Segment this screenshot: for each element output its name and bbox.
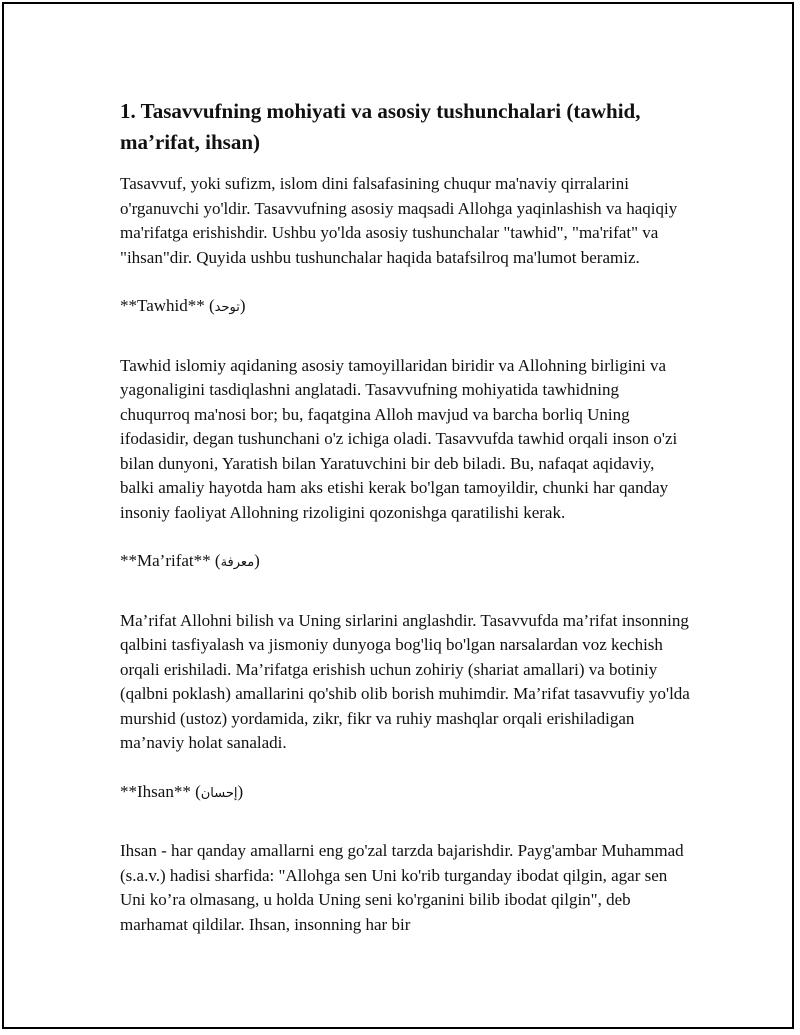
section-heading-label: **Tawhid** — [120, 296, 205, 315]
section-body-ihsan: Ihsan - har qanday amallarni eng go'zal tarzda bajarishdir. Payg'ambar Muhammad (s.a.v.) hadisi sharfida: "Allohga sen Uni ko'rib turganday ibodat qilgin, agar sen Uni ko’ra olmasang, u holda Uning seni ko'rganini bilib ibodat qilgin", deb marhamat qildilar. Ihsan, insonning har bir — [120, 841, 684, 934]
section-heading-tawhid: **Tawhid** (توحد) — [120, 296, 246, 315]
arabic-term: معرفة — [220, 555, 255, 570]
arabic-term: إحسان — [200, 785, 238, 801]
document-content — [120, 96, 690, 961]
section-heading-label: **Ma’rifat** — [120, 551, 211, 570]
document-page — [2, 2, 794, 1029]
section-heading-marifat: **Ma’rifat** (معرفة) — [120, 551, 260, 570]
intro-paragraph: Tasavvuf, yoki sufizm, islom dini falsafasining chuqur ma'naviy qirralarini o'rganuvchi yo'ldir. Tasavvufning asosiy maqsadi Allohga yaqinlashish va haqiqiy ma'rifatga erishishdir. Ushbu yo'lda asosiy tushunchalar "tawhid", "ma'rifat" va "ihsan"dir. Quyida ushbu tushunchalar haqida batafsilroq ma'lumot beramiz. — [120, 174, 678, 267]
section-body-marifat: Ma’rifat Allohni bilish va Uning sirlarini anglashdir. Tasavvufda ma’rifat insonning qalbini tasfiyalash va jismoniy dunyoga bog'liq bo'lgan narsalardan voz kechish orqali erishiladi. Ma’rifatga erishish uchun zohiriy (shariat amallari) va botiniy (qalbni poklash) amallarini qo'shib olib borish muhimdir. Ma’rifat tasavvufiy yo'lda murshid (ustoz) yordamida, zikr, fikr va ruhiy mashqlar orqali erishiladigan ma’naviy holat sanaladi. — [120, 610, 690, 752]
document-title: 1. Tasavvufning mohiyati va asosiy tushunchalari (tawhid, ma’rifat, ihsan) — [120, 99, 641, 154]
section-heading-label: **Ihsan** — [120, 781, 191, 801]
section-heading-ihsan: **Ihsan** (إحسان) — [120, 781, 244, 801]
arabic-term: توحد — [214, 300, 240, 315]
section-body-tawhid: Tawhid islomiy aqidaning asosiy tamoyillaridan biridir va Allohning birligini va yagonaligini tasdiqlashni anglatadi. Tasavvufning mohiyatida tawhidning chuqurroq ma'nosi bor; bu, faqatgina Alloh mavjud va barcha borliq Uning ifodasidir, degan tushunchani o'z ichiga oladi. Tasavvufda tawhid orqali inson o'zi bilan dunyoni, Yaratish bilan Yaratuvchini bir deb biladi. Bu, nafaqat aqidaviy, balki amaliy hayotda ham aks etishi kerak bo'lgan tamoyildir, chunki har qanday insoniy faoliyat Allohning rizoligini qozonishga qaratilishi kerak. — [120, 355, 678, 522]
